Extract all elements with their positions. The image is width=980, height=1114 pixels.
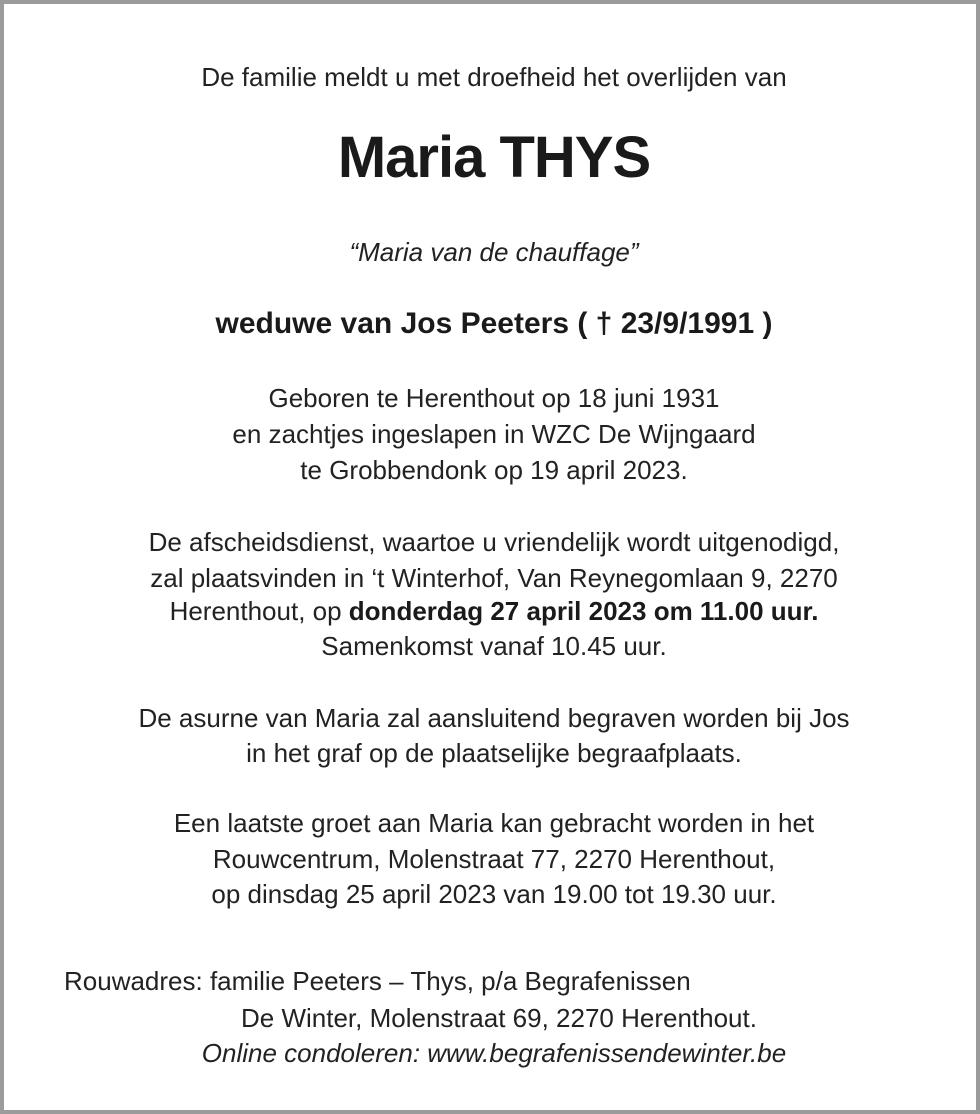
service-line: De afscheidsdienst, waartoe u vriendelijk wordt uitgenodigd, [148, 527, 840, 557]
gathering-time: Samenkomst vanaf 10.45 uur. [321, 631, 667, 661]
service-line: zal plaatsvinden in ‘t Winterhof, Van Reynegomlaan 9, 2270 [150, 563, 838, 593]
burial-line: De asurne van Maria zal aansluitend begraven worden bij Jos [138, 703, 850, 733]
birth-line: en zachtjes ingeslapen in WZC De Wijngaard [232, 419, 756, 449]
deceased-name: Maria THYS [337, 125, 651, 190]
farewell-line: Een laatste groet aan Maria kan gebracht worden in het [173, 808, 815, 838]
service-date-prefix: Herenthout, op [169, 596, 349, 626]
birth-line: Geboren te Herenthout op 18 juni 1931 [268, 383, 720, 413]
farewell-line: op dinsdag 25 april 2023 van 19.00 tot 19.30 uur. [211, 879, 777, 909]
mourning-address-line: Rouwadres: familie Peeters – Thys, p/a Begrafenissen [64, 966, 691, 996]
service-date-line [4, 594, 980, 628]
birth-line: te Grobbendonk op 19 april 2023. [300, 455, 688, 485]
online-condolences-link[interactable]: Online condoleren: www.begrafenissendewinter.be [201, 1038, 787, 1068]
burial-line: in het graf op de plaatselijke begraafplaats. [246, 738, 742, 768]
farewell-line: Rouwcentrum, Molenstraat 77, 2270 Herenthout, [212, 844, 776, 874]
intro-text: De familie meldt u met droefheid het overlijden van [201, 62, 787, 92]
nickname: “Maria van de chauffage” [349, 237, 639, 267]
widow-of-line: weduwe van Jos Peeters ( † 23/9/1991 ) [215, 307, 773, 340]
service-date: donderdag 27 april 2023 om 11.00 uur. [348, 596, 819, 626]
mourning-address-line: De Winter, Molenstraat 69, 2270 Herenthout. [241, 1003, 757, 1033]
